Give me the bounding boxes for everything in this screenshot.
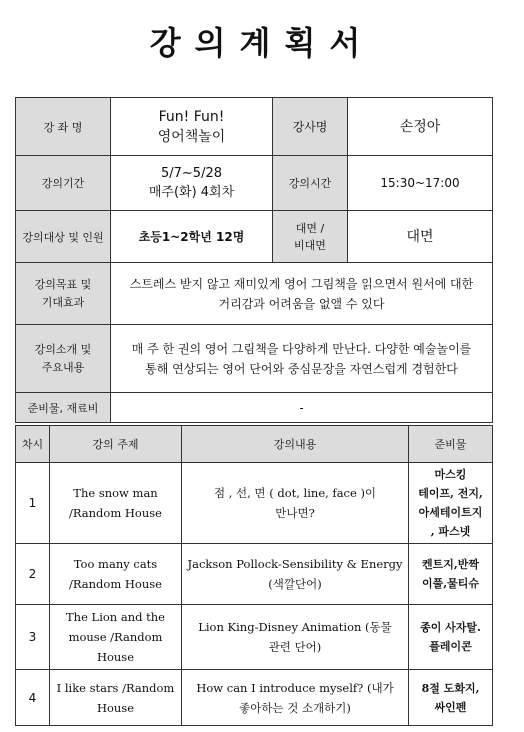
goal-text-line2: 거리감과 어려움을 없앨 수 있다 bbox=[218, 296, 385, 311]
content-line: Lion King-Disney Animation (동물 bbox=[198, 620, 392, 634]
period-label: 강의기간 bbox=[16, 156, 111, 211]
intro-label-line2: 주요내용 bbox=[41, 360, 85, 374]
session-materials bbox=[409, 670, 493, 726]
materials-line: 싸인펜 bbox=[434, 700, 467, 714]
session-topic bbox=[50, 605, 182, 670]
intro-text bbox=[111, 325, 493, 393]
materials-line: 8절 도화지, bbox=[421, 681, 480, 695]
session-topic bbox=[50, 544, 182, 605]
topic-line: I like stars /Random bbox=[56, 680, 175, 695]
goal-label bbox=[16, 263, 111, 325]
materials-label: 준비물, 재료비 bbox=[16, 393, 111, 423]
materials-line: 플레이콘 bbox=[429, 640, 472, 653]
table-row bbox=[16, 670, 493, 726]
intro-row bbox=[16, 325, 493, 393]
materials-row bbox=[16, 393, 493, 423]
header-materials: 준비물 bbox=[409, 426, 493, 463]
intro-label bbox=[16, 325, 111, 393]
session-materials bbox=[409, 605, 493, 670]
period-value bbox=[111, 156, 273, 211]
materials-line: 켄트지,반짝 bbox=[422, 558, 479, 571]
topic-line: /Random House bbox=[69, 506, 162, 520]
content-line: 점 , 선, 면 ( dot, line, face )이 bbox=[213, 486, 377, 500]
session-content bbox=[182, 544, 409, 605]
topic-line: The snow man bbox=[73, 486, 158, 500]
session-content bbox=[182, 463, 409, 544]
materials-line: 아세테이트지 bbox=[418, 506, 483, 519]
time-label: 강의시간 bbox=[273, 156, 348, 211]
materials-line: 종이 사자탈. bbox=[420, 621, 481, 634]
mode-label bbox=[273, 211, 348, 263]
session-number: 2 bbox=[16, 544, 50, 605]
goal-text-line1: 스트레스 받지 않고 재미있게 영어 그림책을 읽으면서 원서에 대한 bbox=[129, 276, 474, 291]
session-topic bbox=[50, 670, 182, 726]
session-materials bbox=[409, 544, 493, 605]
materials-value: - bbox=[111, 393, 493, 423]
session-number: 3 bbox=[16, 605, 50, 670]
session-number: 1 bbox=[16, 463, 50, 544]
content-line: 관련 단어) bbox=[268, 640, 322, 654]
course-name-line2: 영어책놀이 bbox=[157, 128, 226, 145]
table-row bbox=[16, 544, 493, 605]
course-info-table bbox=[15, 97, 493, 423]
topic-line: /Random House bbox=[69, 577, 162, 591]
goal-label-line1: 강의목표 및 bbox=[34, 277, 92, 291]
content-line: 만나면? bbox=[275, 506, 315, 520]
instructor-label: 강사명 bbox=[273, 98, 348, 156]
intro-text-line1: 매 주 한 권의 영어 그림책을 다양하게 만난다. 다양한 예술놀이를 bbox=[131, 341, 472, 356]
goal-text bbox=[111, 263, 493, 325]
header-topic: 강의 주제 bbox=[50, 426, 182, 463]
content-line: (색깔단어) bbox=[268, 577, 322, 591]
period-row bbox=[16, 156, 493, 211]
materials-line: , 파스넷 bbox=[430, 525, 471, 538]
page-title: 강의계획서 bbox=[149, 24, 375, 62]
table-row bbox=[16, 605, 493, 670]
course-label: 강 좌 명 bbox=[16, 98, 111, 156]
topic-line: House bbox=[96, 700, 135, 715]
intro-text-line2: 통해 연상되는 영어 단어와 중심문장을 자연스럽게 경험한다 bbox=[145, 361, 458, 376]
materials-line: 테이프, 전지, bbox=[418, 487, 483, 500]
time-value: 15:30~17:00 bbox=[348, 156, 493, 211]
course-row bbox=[16, 98, 493, 156]
target-label: 강의대상 및 인원 bbox=[16, 211, 111, 263]
course-name bbox=[111, 98, 273, 156]
intro-label-line1: 강의소개 및 bbox=[34, 342, 92, 356]
target-row bbox=[16, 211, 493, 263]
header-content: 강의내용 bbox=[182, 426, 409, 463]
session-topic bbox=[50, 463, 182, 544]
content-line: How can I introduce myself? (내가 bbox=[196, 680, 394, 695]
header-session: 차시 bbox=[16, 426, 50, 463]
topic-line: The Lion and the bbox=[66, 610, 165, 624]
mode-label-line1: 대면 / bbox=[295, 221, 325, 235]
session-content bbox=[182, 670, 409, 726]
goal-label-line2: 기대효과 bbox=[41, 295, 85, 309]
period-line1: 5/7~5/28 bbox=[160, 166, 222, 181]
session-number: 4 bbox=[16, 670, 50, 726]
content-line: Jackson Pollock-Sensibility & Energy bbox=[187, 557, 403, 571]
session-materials bbox=[409, 463, 493, 544]
instructor-name: 손정아 bbox=[348, 98, 493, 156]
table-row bbox=[16, 463, 493, 544]
session-content bbox=[182, 605, 409, 670]
schedule-header-row bbox=[16, 426, 493, 463]
mode-label-line2: 비대면 bbox=[294, 238, 326, 252]
topic-line: House bbox=[96, 650, 135, 664]
schedule-table bbox=[15, 425, 493, 726]
materials-line: 마스킹 bbox=[434, 468, 467, 481]
topic-line: mouse /Random bbox=[68, 630, 163, 644]
mode-value: 대면 bbox=[348, 211, 493, 263]
target-value: 초등1~2학년 12명 bbox=[111, 211, 273, 263]
materials-line: 이풀,물티슈 bbox=[422, 577, 479, 590]
goal-row bbox=[16, 263, 493, 325]
topic-line: Too many cats bbox=[73, 557, 158, 571]
period-line2: 매주(화) 4회차 bbox=[148, 185, 235, 200]
content-line: 좋아하는 것 소개하기) bbox=[239, 700, 351, 715]
course-name-line1: Fun! Fun! bbox=[158, 108, 225, 125]
